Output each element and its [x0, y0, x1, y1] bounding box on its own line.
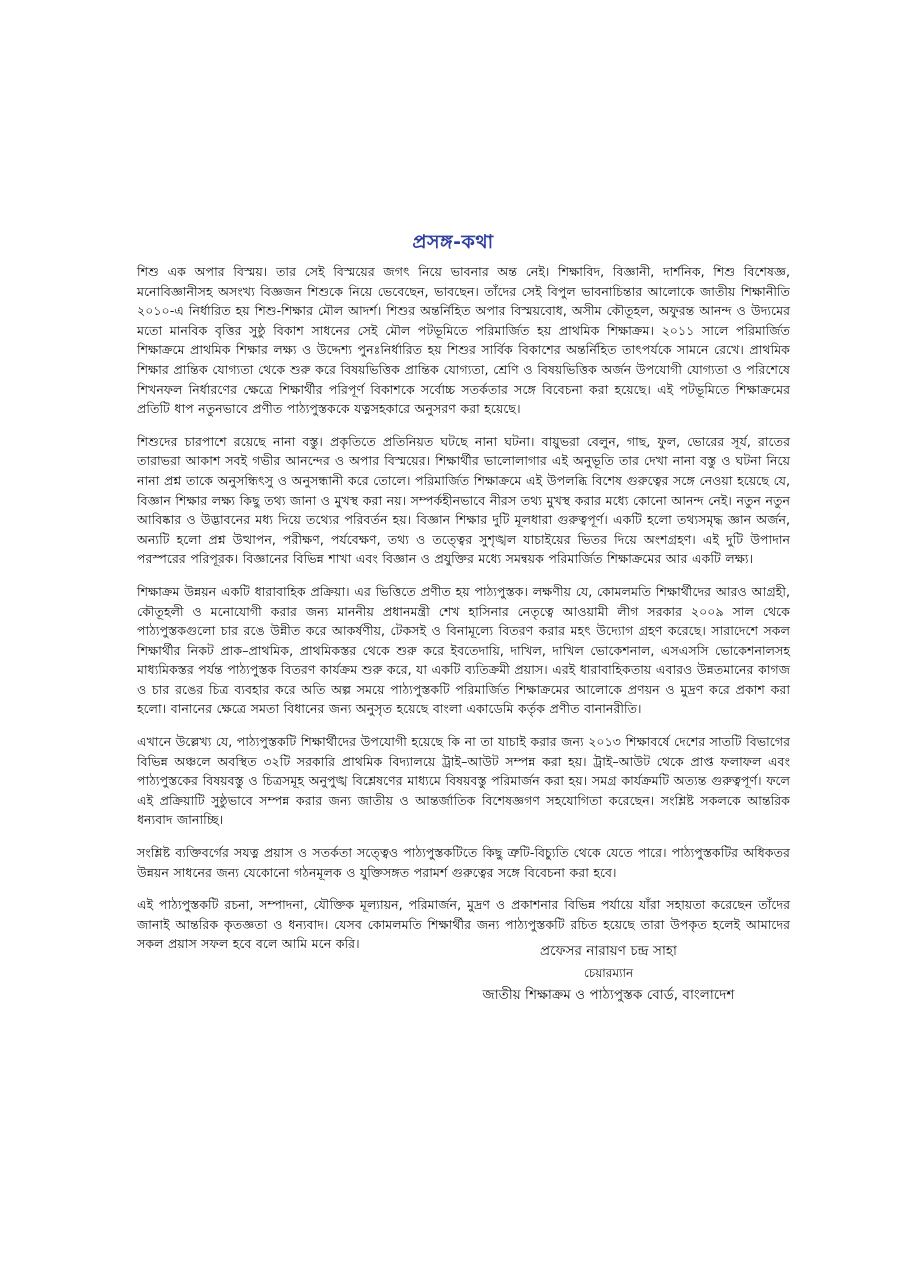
document-body [137, 262, 790, 967]
signatory-role: চেয়ারম্যান [583, 966, 634, 980]
signature-block [420, 940, 797, 1006]
signatory-organization: জাতীয় শিক্ষাক্রম ও পাঠ্যপুস্তক বোর্ড, বাংলাদেশ [482, 987, 735, 1003]
paragraph-6: এই পাঠ্যপুস্তকটি রচনা, সম্পাদনা, যৌক্তিক মূল্যায়ন, পরিমার্জন, মুদ্রণ ও প্রকাশনার বিভিন্ন পর্যায়ে যাঁরা সহায়তা করেছেন তাঁদের জানাই আন্তরিক কৃতজ্ঞতা ও ধন্যবাদ। যেসব কোমলমতি শিক্ষার্থীর জন্য পাঠ্যপুস্তকটি রচিত হয়েছে তারা উপকৃত হলেই আমাদের সকল প্রয়াস সফল হবে বলে আমি মনে করি। [137, 897, 790, 952]
paragraph-2: শিশুদের চারপাশে রয়েছে নানা বস্তু। প্রকৃতিতে প্রতিনিয়ত ঘটছে নানা ঘটনা। বায়ুভরা বেলুন, গাছ, ফুল, ভোরের সূর্য, রাতের তারাভরা আকাশ সবই গভীর আনন্দের ও অপার বিস্ময়ের। শিক্ষার্থীর ভালোলাগার এই অনুভূতি তার দেখা নানা বস্তু ও ঘটনা নিয়ে নানা প্রশ্ন তাকে অনুসন্ধিৎসু ও অনুসন্ধানী করে তোলে। পরিমার্জিত শিক্ষাক্রমে এই উপলব্ধি বিশেষ গুরুত্বের সঙ্গে নেওয়া হয়েছে যে, বিজ্ঞান শিক্ষার লক্ষ্য কিছু তথ্য জানা ও মুখস্থ করা নয়। সম্পর্কহীনভাবে নীরস তথ্য মুখস্থ করার মধ্যে কোনো আনন্দ নেই। নতুন নতুন আবিষ্কার ও উদ্ভাবনের মধ্য দিয়ে তথ্যের পরিবর্তন হয়। বিজ্ঞান শিক্ষার দুটি মূলধারা গুরুত্বপূর্ণ। একটি হলো তথ্যসমৃদ্ধ জ্ঞান অর্জন, অন্যটি হলো প্রশ্ন উত্থাপন, পরীক্ষণ, পর্যবেক্ষণ, তথ্য ও তত্ত্বের সুশৃঙ্খল যাচাইয়ের ভিতর দিয়ে অংশগ্রহণ। এই দুটি উপাদান পরস্পরের পরিপূরক। বিজ্ঞানের বিভিন্ন শাখা এবং বিজ্ঞান ও প্রযুক্তির মধ্যে সমন্বয়ক পরিমার্জিত শিক্ষাক্রমের আর একটি লক্ষ্য। [137, 433, 790, 567]
paragraph-4: এখানে উল্লেখ্য যে, পাঠ্যপুস্তকটি শিক্ষার্থীদের উপযোগী হয়েছে কি না তা যাচাই করার জন্য ২০১৩ শিক্ষাবর্ষে দেশের সাতটি বিভাগের বিভিন্ন অঞ্চলে অবস্থিত ৩২টি সরকারি প্রাথমিক বিদ্যালয়ে ট্রাই–আউট সম্পন্ন করা হয়। ট্রাই–আউট থেকে প্রাপ্ত ফলাফল এবং পাঠ্যপুস্তকের বিষয়বস্তু ও চিত্রসমূহ অনুপুঙ্খ বিশ্লেষণের মাধ্যমে বিষয়বস্তু পরিমার্জন করা হয়। সমগ্র কার্যক্রমটি অত্যন্ত গুরুত্বপূর্ণ। ফলে এই প্রক্রিয়াটি সুষ্ঠুভাবে সম্পন্ন করার জন্য জাতীয় ও আন্তর্জাতিক বিশেষজ্ঞগণ সহযোগিতা করেছেন। সংশ্লিষ্ট সকলকে আন্তরিক ধন্যবাদ জানাচ্ছি। [137, 734, 790, 828]
page-title: প্রসঙ্গ-কথা [412, 231, 494, 253]
paragraph-5: সংশ্লিষ্ট ব্যক্তিবর্গের সযত্ন প্রয়াস ও সতর্কতা সত্ত্বেও পাঠ্যপুস্তকটিতে কিছু ত্রুটি-বিচ্যুতি থেকে যেতে পারে। পাঠ্যপুস্তকটির অধিকতর উন্নয়ন সাধনের জন্য যেকোনো গঠনমূলক ও যুক্তিসঙ্গত পরামর্শ গুরুত্বের সঙ্গে বিবেচনা করা হবে। [137, 845, 790, 880]
paragraph-3: শিক্ষাক্রম উন্নয়ন একটি ধারাবাহিক প্রক্রিয়া। এর ভিত্তিতে প্রণীত হয় পাঠ্যপুস্তক। লক্ষণীয় যে, কোমলমতি শিক্ষার্থীদের আরও আগ্রহী, কৌতূহলী ও মনোযোগী করার জন্য মাননীয় প্রধানমন্ত্রী শেখ হাসিনার নেতৃত্বে আওয়ামী লীগ সরকার ২০০৯ সাল থেকে পাঠ্যপুস্তকগুলো চার রঙে উন্নীত করে আকর্ষণীয়, টেকসই ও বিনামূল্যে বিতরণ করার মহৎ উদ্যোগ গ্রহণ করেছে। সারাদেশে সকল শিক্ষার্থীর নিকট প্রাক–প্রাথমিক, প্রাথমিকস্তর থেকে শুরু করে ইবতেদায়ি, দাখিল, দাখিল ভোকেশনাল, এসএসসি ভোকেশনালসহ মাধ্যমিকস্তর পর্যন্ত পাঠ্যপুস্তক বিতরণ কার্যক্রম শুরু করে, যা একটি ব্যতিক্রমী প্রয়াস। এরই ধারাবাহিকতায় এবারও উন্নতমানের কাগজ ও চার রঙের চিত্র ব্যবহার করে অতি অল্প সময়ে পাঠ্যপুস্তকটি পরিমার্জিত শিক্ষাক্রমের আলোকে প্রণয়ন ও মুদ্রণ করে প্রকাশ করা হলো। বানানের ক্ষেত্রে সমতা বিধানের জন্য অনুসৃত হয়েছে বাংলা একাডেমি কর্তৃক প্রণীত বানানরীতি। [137, 583, 790, 717]
signatory-name: প্রফেসর নারায়ণ চন্দ্র সাহা [539, 943, 677, 959]
paragraph-1: শিশু এক অপার বিস্ময়। তার সেই বিস্ময়ের জগৎ নিয়ে ভাবনার অন্ত নেই। শিক্ষাবিদ, বিজ্ঞানী, দার্শনিক, শিশু বিশেষজ্ঞ, মনোবিজ্ঞানীসহ অসংখ্য বিজ্ঞজন শিশুকে নিয়ে ভেবেছেন, ভাবছেন। তাঁদের সেই বিপুল ভাবনাচিন্তার আলোকে জাতীয় শিক্ষানীতি ২০১০-এ নির্ধারিত হয় শিশু-শিক্ষার মৌল আদর্শ। শিশুর অন্তর্নিহিত অপার বিস্ময়বোধ, অসীম কৌতূহল, অফুরন্ত আনন্দ ও উদ্যমের মতো মানবিক বৃত্তির সুষ্ঠু বিকাশ সাধনের সেই মৌল পটভূমিতে পরিমার্জিত হয় প্রাথমিক শিক্ষাক্রম। ২০১১ সালে পরিমার্জিত শিক্ষাক্রমে প্রাথমিক শিক্ষার লক্ষ্য ও উদ্দেশ্য পুনঃনির্ধারিত হয় শিশুর সার্বিক বিকাশের অন্তর্নিহিত তাৎপর্যকে সামনে রেখে। প্রাথমিক শিক্ষার প্রান্তিক যোগ্যতা থেকে শুরু করে বিষয়ভিত্তিক প্রান্তিক যোগ্যতা, শ্রেণি ও বিষয়ভিত্তিক অর্জন উপযোগী যোগ্যতা ও পরিশেষে শিখনফল নির্ধারণের ক্ষেত্রে শিক্ষার্থীর পরিপূর্ণ বিকাশকে সর্বোচ্চ সতর্কতার সঙ্গে বিবেচনা করা হয়েছে। এই পটভূমিতে শিক্ষাক্রমের প্রতিটি ধাপ নতুনভাবে প্রণীত পাঠ্যপুস্তককে যত্নসহকারে অনুসরণ করা হয়েছে। [137, 264, 790, 417]
